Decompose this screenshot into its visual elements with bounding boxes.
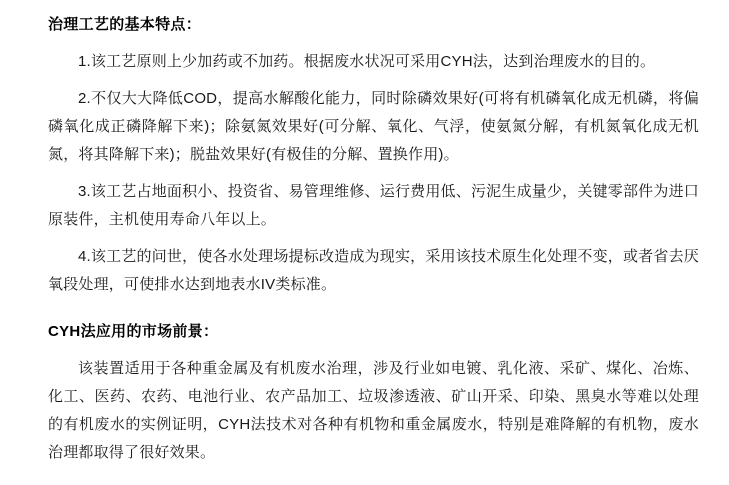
section-heading-2: CYH法应用的市场前景： bbox=[48, 322, 219, 340]
paragraph-1-3: 3.该工艺占地面积小、投资省、易管理维修、运行费用低、污泥生成量少，关键零部件为进口原装件，主机使用寿命八年以上。 bbox=[48, 182, 699, 228]
section-heading-1: 治理工艺的基本特点： bbox=[48, 16, 202, 33]
paragraph-1-4: 4.该工艺的问世，使各水处理场提标改造成为现实，采用该技术原生化处理不变，或者省去厌氧段处理，可使排水达到地表水IV类标准。 bbox=[48, 247, 699, 293]
paragraph-2-1: 该装置适用于各种重金属及有机废水治理，涉及行业如电镀、乳化液、采矿、煤化、冶炼、化工、医药、农药、电池行业、农产品加工、垃圾渗透液、矿山开采、印染、黑臭水等难以处理的有机废水的实例证明，CYH法技术对各种有机物和重金属废水，特别是难降解的有机物，废水治理都取得了很好效果。 bbox=[48, 360, 699, 461]
paragraph-1-1: 1.该工艺原则上少加药或不加药。根据废水状况可采用CYH法，达到治理废水的目的。 bbox=[78, 52, 656, 70]
paragraph-1-2: 2.不仅大大降低COD，提高水解酸化能力，同时除磷效果好(可将有机磷氧化成无机磷，将偏磷氧化成正磷降解下来)；除氨氮效果好(可分解、氧化、气浮，使氨氮分解，有机氮氧化成无机氮，将其降解下来)；脱盐效果好(有极佳的分解、置换作用)。 bbox=[48, 89, 699, 163]
